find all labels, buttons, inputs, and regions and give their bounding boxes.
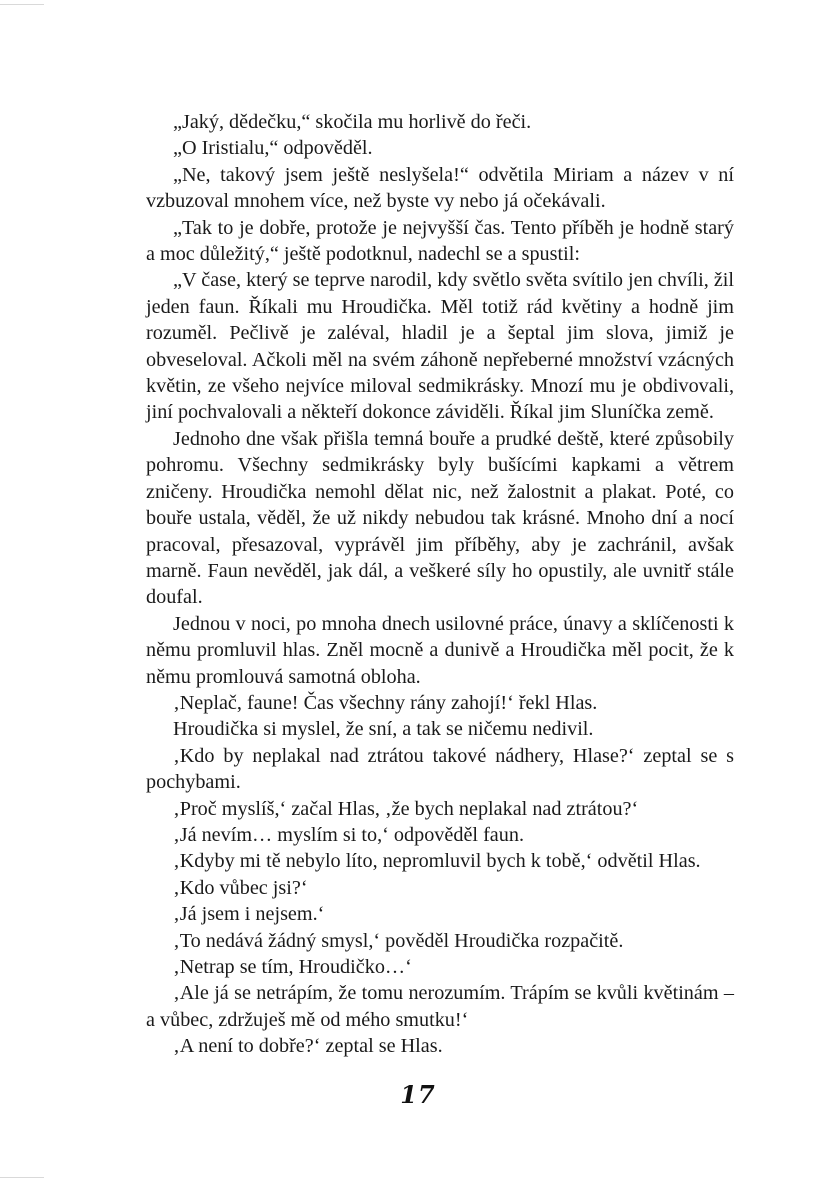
- paragraph: ‚Já nevím… myslím si to,‘ odpověděl faun.: [173, 823, 524, 846]
- paragraph: ‚Kdo vůbec jsi?‘: [173, 876, 308, 899]
- paragraph: ‚Proč myslíš,‘ začal Hlas, ‚že bych neplakal nad ztrátou?‘: [173, 797, 639, 820]
- crop-mark-bottom: [0, 1177, 44, 1178]
- paragraph: ‚A není to dobře?‘ zeptal se Hlas.: [173, 1035, 443, 1058]
- paragraph: ‚Neplač, faune! Čas všechny rány zahojí!‘ řekl Hlas.: [173, 691, 598, 714]
- paragraph: „O Iristialu,“ odpověděl.: [173, 137, 373, 160]
- paragraph: ‚Já jsem i nejsem.‘: [173, 903, 325, 926]
- paragraph: „Ne, takový jsem ještě neslyšela!“ odvětila Miriam a název v ní vzbuzoval mnohem více, než byste vy nebo já očekávali.: [146, 163, 734, 213]
- paragraph: „V čase, který se teprve narodil, kdy světlo světa svítilo jen chvíli, žil jeden faun. Říkali mu Hroudička. Měl totiž rád květiny a hodně jim rozuměl. Pečlivě je zaléval, hladil je a šeptal jim slova, jimiž je obveseloval. Ačkoli měl na svém záhoně nepřeberné množství vzácných květin, ze všeho nejvíce miloval sedmikrásky. Mnozí mu je obdivovali, jiní pochvalovali a někteří dokonce záviděli. Říkal jim Sluníčka země.: [146, 269, 734, 424]
- body-text: [146, 109, 734, 1060]
- paragraph: ‚Netrap se tím, Hroudičko…‘: [173, 956, 412, 978]
- paragraph: ‚Ale já se netrápím, že tomu nerozumím. Trápím se kvůli květinám – a vůbec, zdržuješ mě od mého smutku!‘: [146, 982, 734, 1031]
- paragraph: Jednoho dne však přišla temná bouře a prudké deště, které způsobily pohromu. Všechny sedmikrásky byly bušícími kapkami a větrem zničeny. Hroudička nemohl dělat nic, než žalostnit a plakat. Poté, co bouře ustala, věděl, že už nikdy nebudou tak krásné. Mnoho dní a nocí pracoval, přesazoval, vyprávěl jim příběhy, aby je zachránil, avšak marně. Faun nevěděl, jak dál, a veškeré síly ho opustily, ale uvnitř stále doufal.: [146, 427, 734, 609]
- page-number: 17: [400, 1080, 436, 1109]
- paragraph: „Jaký, dědečku,“ skočila mu horlivě do řeči.: [173, 111, 532, 133]
- crop-mark-top: [0, 4, 44, 5]
- paragraph: ‚Kdo by neplakal nad ztrátou takové nádhery, Hlase?‘ zeptal se s pochybami.: [146, 744, 734, 794]
- paragraph: Jednou v noci, po mnoha dnech usilovné práce, únavy a sklíčenosti k němu promluvil hlas. Zněl mocně a dunivě a Hroudička měl pocit, že k němu promlouvá samotná obloha.: [146, 612, 734, 688]
- paragraph: ‚To nedává žádný smysl,‘ pověděl Hroudička rozpačitě.: [173, 929, 624, 952]
- paragraph: Hroudička si myslel, že sní, a tak se ničemu nedivil.: [173, 718, 594, 741]
- paragraph: ‚Kdyby mi tě nebylo líto, nepromluvil bych k tobě,‘ odvětil Hlas.: [173, 850, 701, 873]
- paragraph: „Tak to je dobře, protože je nejvyšší čas. Tento příběh je hodně starý a moc důležitý,“ ještě podotknul, nadechl se a spustil:: [146, 216, 734, 266]
